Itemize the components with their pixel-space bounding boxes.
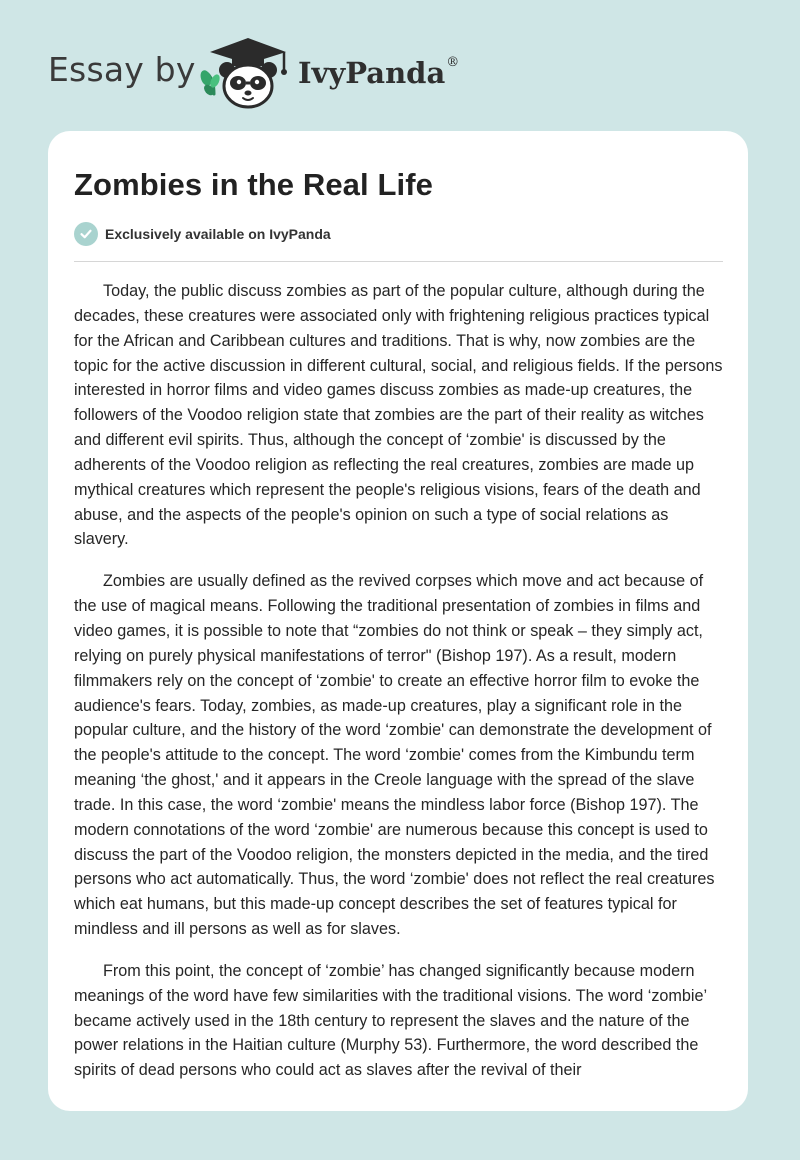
site-header — [0, 0, 800, 130]
title-divider — [74, 261, 723, 262]
essay-card — [48, 131, 748, 1111]
brand-name-text: IvyPanda — [298, 56, 446, 90]
exclusive-badge — [74, 222, 331, 246]
check-circle-icon — [74, 222, 98, 246]
panda-graduate-icon[interactable] — [200, 34, 296, 110]
essay-paragraph: From this point, the concept of ‘zombie’ has changed significantly because modern meanings of the word have few similarities with the traditional visions. The word ‘zombie’ became actively used in the 18th century to represent the slaves and the nature of the power relations in the Haitian culture (Murphy 53). Furthermore, the word described the spirits of dead persons who could act as slaves after the revival of their — [74, 961, 707, 1080]
essay-paragraph: Today, the public discuss zombies as part of the popular culture, although during the decades, these creatures were associated only with frightening religious practices typical for the African and Caribbean cultures and traditions. That is why, now zombies are the topic for the active discussion in different cultural, social, and religious fields. If the persons interested in horror films and video games discuss zombies as made-up creatures, the followers of the Voodoo religion state that zombies are the part of their reality as witches and different evil spirits. Thus, although the concept of ‘zombie' is discussed by the adherents of the Voodoo religion as reflecting the real creatures, zombies are made up mythical creatures which represent the people's religious visions, fears of the death and abuse, and the aspects of the people's opinion on such a type of social relations as slavery. — [74, 282, 723, 549]
essay-paragraph: Zombies are usually defined as the revived corpses which move and act because of the use of magical means. Following the traditional presentation of zombies in films and video games, it is possible to note that “zombies do not think or speak – they simply act, relying on purely physical manifestations of terror" (Bishop 197). As a result, modern filmmakers rely on the concept of ‘zombie' to create an effective horror film to evoke the audience's fears. Today, zombies, as made-up creatures, play a significant role in the popular culture, and the history of the word ‘zombie' can demonstrate the development of the people's attitude to the concept. The word ‘zombie' comes from the Kimbundu term meaning ‘the ghost,' and it appears in the Creole language with the spread of the slave trade. In this case, the word ‘zombie' means the mindless labor force (Bishop 197). The modern connotations of the word ‘zombie' are numerous because this concept is used to discuss the part of the Voodoo religion, the monsters depicted in the media, and the tired persons who act automatically. Thus, the word ‘zombie' does not reflect the real creatures which eat humans, but this made-up concept describes the set of features typical for mindless and ill persons as well as for slaves. — [74, 572, 715, 939]
essay-body — [74, 279, 726, 1100]
brand-prefix: Essay by — [48, 50, 196, 89]
exclusive-badge-text: Exclusively available on IvyPanda — [105, 226, 331, 242]
trademark-symbol: ® — [446, 55, 460, 71]
page-title: Zombies in the Real Life — [74, 167, 433, 202]
brand-name[interactable] — [298, 56, 459, 90]
